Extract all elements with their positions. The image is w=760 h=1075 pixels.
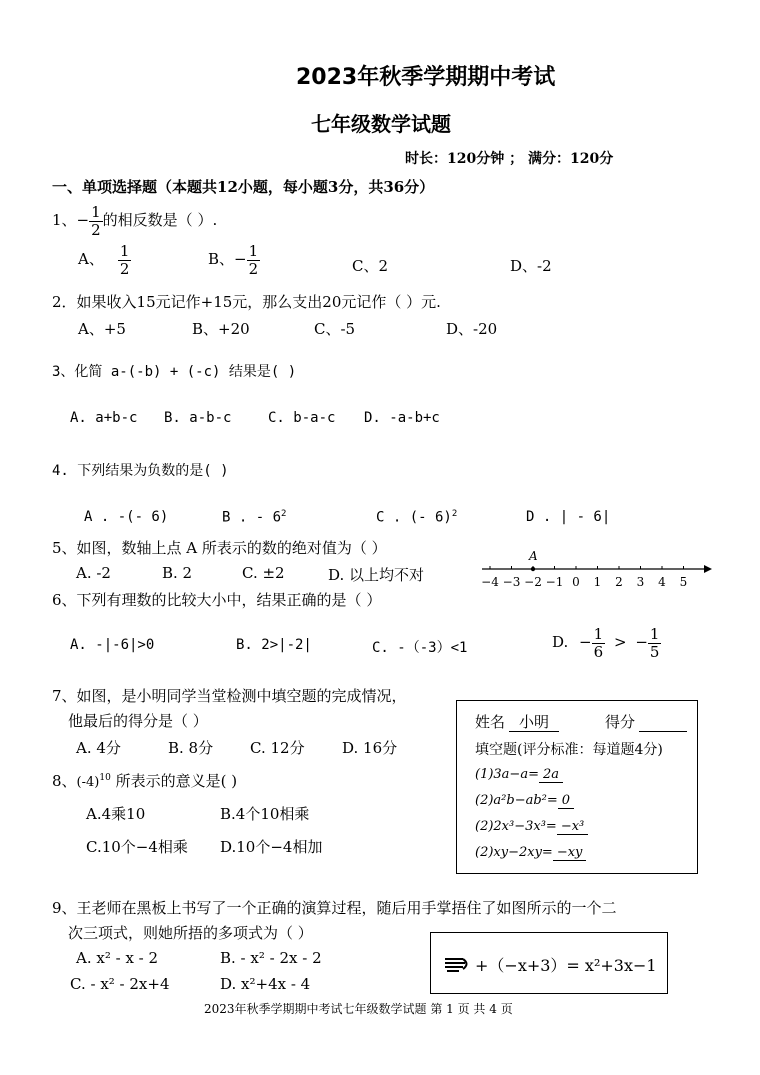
q5-option-a: A. -2 [76,564,111,582]
q3-option-c: C. b-a-c [268,410,336,426]
q1-number: 1、 [52,211,77,229]
q7-option-a: A. 4分 [76,739,121,757]
q8-option-a: A.4乘10 [86,805,146,823]
q2-option-d: D、-20 [446,320,498,338]
question-9-line1: 9、王老师在黑板上书写了一个正确的演算过程，随后用手掌捂住了如图所示的一个二 [52,899,617,917]
question-2: 2．如果收入15元记作+15元，那么支出20元记作（ ）元. [52,293,441,311]
q1-stem: 的相反数是（ ）. [102,211,218,229]
number-line-tick-label: −3 [502,575,521,589]
number-line-point [531,567,535,571]
score-card-line-2: (2)a²b−ab²= 0 [475,793,574,808]
exam-meta: 时长：120分钟 ； 满分：120分 [405,151,614,167]
q4-option-a: A . -(- 6) [84,509,169,525]
score-card [456,700,698,874]
question-4: 4. 下列结果为负数的是( ) [52,463,229,479]
number-line-tick-label: 1 [593,575,602,589]
q1-sign: − [76,211,90,229]
q6-option-b: B. 2>|-2| [236,637,312,653]
q9-option-d: D. x²+4x - 4 [220,975,311,993]
page-title: 2023年秋季学期期中考试 [296,65,556,90]
question-7-line2: 他最后的得分是（ ） [68,712,208,730]
question-3: 3、化简 a-(-b) + (-c) 结果是( ) [52,364,297,380]
q4-option-d: D . | - 6| [526,509,611,525]
q3-option-b: B. a-b-c [164,410,232,426]
q4-option-c: C . (- 6)$^2$ [376,509,458,526]
q7-option-c: C. 12分 [250,739,305,757]
question-9-line2: 次三项式，则她所捂的多项式为（ ） [68,924,313,942]
q5-option-b: B. 2 [162,564,193,582]
q9-option-a: A. x² - x - 2 [76,949,159,967]
score-card-name: 姓名 小明 [475,711,559,732]
q9-option-c: C. - x² - 2x+4 [70,975,170,993]
q8-option-c: C.10个−4相乘 [86,838,188,856]
number-line-tick-label: 5 [679,575,688,589]
q5-option-d: D. 以上均不对 [328,566,425,584]
q8-option-d: D.10个−4相加 [220,838,323,856]
section-heading: 一、单项选择题（本题共12小题，每小题3分，共36分） [52,178,435,196]
q1-option-a: A、 $\frac{1}{2}$ [78,242,130,278]
page-subtitle: 七年级数学试题 [311,112,451,136]
number-line-point-label: A [529,549,538,563]
question-8: 8、$(-4)^{10}$ 所表示的意义是( ) [52,772,238,790]
q7-option-d: D. 16分 [342,739,398,757]
q1-option-b: B、− $\frac{1}{2}$ [208,242,259,278]
blackboard-box [430,932,668,994]
score-card-score: 得分 [605,711,687,732]
question-7-line1: 7、如图，是小明同学当堂检测中填空题的完成情况， [52,687,407,705]
q6-option-d: D. − $\frac{1}{6}$ > − $\frac{1}{5}$ [552,625,660,661]
page-footer: 2023年秋季学期期中考试七年级数学试题 第 1 页 共 4 页 [204,1002,513,1016]
score-card-rule: 填空题(评分标准：每道题4分) [475,742,663,758]
number-line-tick-label: 3 [636,575,645,589]
q8-option-b: B.4个10相乘 [220,805,310,823]
blackboard-expression: +（−x+3）= x²+3x−1 [475,956,657,975]
q6-option-a: A. -|-6|>0 [70,637,155,653]
q2-option-a: A、+5 [78,320,126,338]
score-card-line-3: (2)2x³−3x³= −x³ [475,819,588,834]
q2-option-b: B、+20 [192,320,250,338]
question-1 [52,204,217,238]
q1-fraction: $\frac{1}{2}$ [91,203,101,239]
q2-option-c: C、-5 [314,320,356,338]
question-5: 5、如图，数轴上点 A 所表示的数的绝对值为（ ） [52,539,387,557]
score-card-line-4: (2)xy−2xy= −xy [475,845,586,860]
number-line-figure [478,542,714,598]
q5-option-c: C. ±2 [242,564,285,582]
q3-option-d: D. -a-b+c [364,410,440,426]
q3-option-a: A. a+b-c [70,410,138,426]
number-line-arrow [704,565,712,573]
number-line-tick-label: −2 [524,575,542,589]
q9-option-b: B. - x² - 2x - 2 [220,949,322,967]
q1-option-c: C、2 [352,257,389,275]
q4-option-b: B . - $6^2$ [222,509,287,526]
number-line-tick-label: 0 [572,575,580,589]
q6-option-c: C. -（-3）<1 [372,640,468,656]
question-6: 6、下列有理数的比较大小中，结果正确的是（ ） [52,591,382,609]
number-line-tick-label: 2 [615,575,623,589]
number-line-tick-label: −1 [545,575,564,589]
q1-option-d: D、-2 [510,257,552,275]
q7-option-b: B. 8分 [168,739,214,757]
number-line-tick-label: 4 [658,575,666,589]
number-line-tick-label: −4 [481,575,499,589]
score-card-line-1: (1)3a−a= 2a [475,767,563,782]
hand-icon [443,955,471,973]
